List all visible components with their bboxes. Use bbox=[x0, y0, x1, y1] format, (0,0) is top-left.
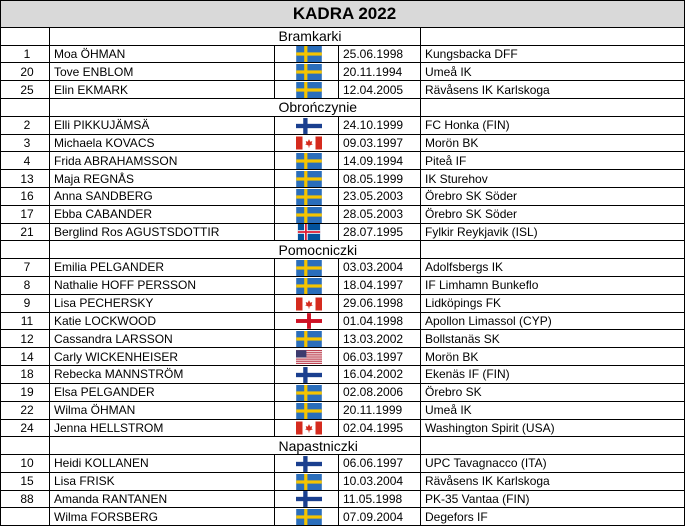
player-dob: 23.05.2003 bbox=[339, 187, 421, 205]
player-name: Moa ÖHMAN bbox=[50, 45, 275, 63]
player-number: 4 bbox=[1, 152, 50, 170]
player-number: 25 bbox=[1, 81, 50, 99]
player-club: Bollstanäs SK bbox=[421, 330, 685, 348]
sweden-flag-icon bbox=[296, 403, 322, 419]
player-name: Katie LOCKWOOD bbox=[50, 312, 275, 330]
nationality-cell bbox=[275, 81, 339, 99]
player-row bbox=[1, 81, 685, 99]
canada-flag-icon bbox=[296, 296, 322, 312]
player-dob: 18.04.1997 bbox=[339, 276, 421, 294]
player-club: IF Limhamn Bunkeflo bbox=[421, 276, 685, 294]
nationality-cell bbox=[275, 259, 339, 277]
player-dob: 29.06.1998 bbox=[339, 294, 421, 312]
nationality-cell bbox=[275, 454, 339, 472]
nationality-cell bbox=[275, 490, 339, 508]
player-row bbox=[1, 330, 685, 348]
player-dob: 06.06.1997 bbox=[339, 454, 421, 472]
player-club: Fylkir Reykjavik (ISL) bbox=[421, 223, 685, 241]
nationality-cell bbox=[275, 45, 339, 63]
section-spacer bbox=[1, 241, 50, 259]
player-name: Jenna HELLSTROM bbox=[50, 419, 275, 437]
player-number: 18 bbox=[1, 366, 50, 384]
player-name: Wilma ÖHMAN bbox=[50, 401, 275, 419]
player-club: Apollon Limassol (CYP) bbox=[421, 312, 685, 330]
player-dob: 25.06.1998 bbox=[339, 45, 421, 63]
player-name: Wilma FORSBERG bbox=[50, 508, 275, 526]
player-name: Nathalie HOFF PERSSON bbox=[50, 276, 275, 294]
england-flag-icon bbox=[296, 313, 322, 329]
player-row bbox=[1, 383, 685, 401]
player-number: 16 bbox=[1, 187, 50, 205]
player-club: Örebro SK bbox=[421, 383, 685, 401]
section-header-row bbox=[1, 28, 685, 46]
player-name: Lisa FRISK bbox=[50, 472, 275, 490]
finland-flag-icon bbox=[296, 367, 322, 383]
player-number: 12 bbox=[1, 330, 50, 348]
player-number: 21 bbox=[1, 223, 50, 241]
player-number: 22 bbox=[1, 401, 50, 419]
sweden-flag-icon bbox=[296, 82, 322, 98]
player-club: Degefors IF bbox=[421, 508, 685, 526]
player-row bbox=[1, 454, 685, 472]
player-row bbox=[1, 276, 685, 294]
player-dob: 03.03.2004 bbox=[339, 259, 421, 277]
player-dob: 13.03.2002 bbox=[339, 330, 421, 348]
player-number: 20 bbox=[1, 63, 50, 81]
nationality-cell bbox=[275, 276, 339, 294]
sweden-flag-icon bbox=[296, 260, 322, 276]
nationality-cell bbox=[275, 508, 339, 526]
player-dob: 10.03.2004 bbox=[339, 472, 421, 490]
player-name: Berglind Ros AGUSTSDOTTIR bbox=[50, 223, 275, 241]
player-number: 2 bbox=[1, 116, 50, 134]
section-spacer bbox=[50, 241, 275, 259]
iceland-flag-icon bbox=[296, 224, 322, 240]
player-name: Lisa PECHERSKY bbox=[50, 294, 275, 312]
player-row bbox=[1, 419, 685, 437]
player-dob: 14.09.1994 bbox=[339, 152, 421, 170]
nationality-cell bbox=[275, 223, 339, 241]
nationality-cell bbox=[275, 205, 339, 223]
sweden-flag-icon bbox=[296, 153, 322, 169]
player-number: 7 bbox=[1, 259, 50, 277]
nationality-cell bbox=[275, 312, 339, 330]
sweden-flag-icon bbox=[296, 207, 322, 223]
player-row bbox=[1, 294, 685, 312]
player-club: Kungsbacka DFF bbox=[421, 45, 685, 63]
player-name: Anna SANDBERG bbox=[50, 187, 275, 205]
player-club: UPC Tavagnacco (ITA) bbox=[421, 454, 685, 472]
sweden-flag-icon bbox=[296, 171, 322, 187]
player-row bbox=[1, 187, 685, 205]
player-number: 24 bbox=[1, 419, 50, 437]
player-dob: 01.04.1998 bbox=[339, 312, 421, 330]
player-dob: 12.04.2005 bbox=[339, 81, 421, 99]
section-spacer bbox=[421, 437, 685, 455]
player-dob: 07.09.2004 bbox=[339, 508, 421, 526]
nationality-cell bbox=[275, 366, 339, 384]
player-club: Ekenäs IF (FIN) bbox=[421, 366, 685, 384]
nationality-cell bbox=[275, 134, 339, 152]
player-dob: 02.04.1995 bbox=[339, 419, 421, 437]
player-row bbox=[1, 312, 685, 330]
roster-body bbox=[1, 1, 685, 526]
player-number: 88 bbox=[1, 490, 50, 508]
player-club: PK-35 Vantaa (FIN) bbox=[421, 490, 685, 508]
player-row bbox=[1, 366, 685, 384]
player-dob: 20.11.1999 bbox=[339, 401, 421, 419]
player-row bbox=[1, 63, 685, 81]
player-club: Umeå IK bbox=[421, 63, 685, 81]
player-club: Örebro SK Söder bbox=[421, 205, 685, 223]
player-row bbox=[1, 223, 685, 241]
player-number: 11 bbox=[1, 312, 50, 330]
nationality-cell bbox=[275, 419, 339, 437]
player-dob: 28.05.2003 bbox=[339, 205, 421, 223]
section-title: Bramkarki bbox=[275, 28, 339, 46]
player-club: Adolfsbergs IK bbox=[421, 259, 685, 277]
player-name: Elin EKMARK bbox=[50, 81, 275, 99]
nationality-cell bbox=[275, 63, 339, 81]
player-name: Emilia PELGANDER bbox=[50, 259, 275, 277]
player-name: Ebba CABANDER bbox=[50, 205, 275, 223]
finland-flag-icon bbox=[296, 456, 322, 472]
player-number: 15 bbox=[1, 472, 50, 490]
player-name: Amanda RANTANEN bbox=[50, 490, 275, 508]
player-row bbox=[1, 490, 685, 508]
player-name: Rebecka MANNSTRÖM bbox=[50, 366, 275, 384]
section-spacer bbox=[1, 28, 50, 46]
player-dob: 08.05.1999 bbox=[339, 170, 421, 188]
section-title: Napastniczki bbox=[275, 437, 339, 455]
player-name: Maja REGNÅS bbox=[50, 170, 275, 188]
player-dob: 02.08.2006 bbox=[339, 383, 421, 401]
player-number: 1 bbox=[1, 45, 50, 63]
sweden-flag-icon bbox=[296, 474, 322, 490]
finland-flag-icon bbox=[296, 118, 322, 134]
player-club: FC Honka (FIN) bbox=[421, 116, 685, 134]
canada-flag-icon bbox=[296, 420, 322, 436]
player-number bbox=[1, 508, 50, 526]
player-club: Piteå IF bbox=[421, 152, 685, 170]
player-row bbox=[1, 472, 685, 490]
nationality-cell bbox=[275, 348, 339, 366]
player-number: 10 bbox=[1, 454, 50, 472]
nationality-cell bbox=[275, 116, 339, 134]
player-name: Cassandra LARSSON bbox=[50, 330, 275, 348]
player-name: Tove ENBLOM bbox=[50, 63, 275, 81]
player-dob: 16.04.2002 bbox=[339, 366, 421, 384]
player-dob: 06.03.1997 bbox=[339, 348, 421, 366]
page-title: KADRA 2022 bbox=[1, 1, 685, 28]
player-row bbox=[1, 134, 685, 152]
section-spacer bbox=[1, 437, 50, 455]
section-spacer bbox=[339, 28, 421, 46]
nationality-cell bbox=[275, 472, 339, 490]
nationality-cell bbox=[275, 383, 339, 401]
canada-flag-icon bbox=[296, 135, 322, 151]
player-row bbox=[1, 401, 685, 419]
section-title: Obrończynie bbox=[275, 99, 339, 117]
title-row bbox=[1, 1, 685, 28]
player-club: Morön BK bbox=[421, 348, 685, 366]
sweden-flag-icon bbox=[296, 64, 322, 80]
player-name: Elsa PELGANDER bbox=[50, 383, 275, 401]
section-header-row bbox=[1, 99, 685, 117]
player-row bbox=[1, 170, 685, 188]
usa-flag-icon bbox=[296, 349, 322, 365]
nationality-cell bbox=[275, 170, 339, 188]
nationality-cell bbox=[275, 152, 339, 170]
player-number: 19 bbox=[1, 383, 50, 401]
player-name: Carly WICKENHEISER bbox=[50, 348, 275, 366]
player-dob: 28.07.1995 bbox=[339, 223, 421, 241]
player-number: 13 bbox=[1, 170, 50, 188]
player-name: Heidi KOLLANEN bbox=[50, 454, 275, 472]
section-header-row bbox=[1, 437, 685, 455]
section-spacer bbox=[50, 99, 275, 117]
nationality-cell bbox=[275, 401, 339, 419]
player-dob: 09.03.1997 bbox=[339, 134, 421, 152]
sweden-flag-icon bbox=[296, 189, 322, 205]
sweden-flag-icon bbox=[296, 509, 322, 525]
section-spacer bbox=[421, 99, 685, 117]
player-number: 3 bbox=[1, 134, 50, 152]
player-number: 17 bbox=[1, 205, 50, 223]
player-club: Lidköpings FK bbox=[421, 294, 685, 312]
player-name: Elli PIKKUJÄMSÄ bbox=[50, 116, 275, 134]
section-header-row bbox=[1, 241, 685, 259]
finland-flag-icon bbox=[296, 491, 322, 507]
section-spacer bbox=[421, 241, 685, 259]
player-club: Rävåsens IK Karlskoga bbox=[421, 472, 685, 490]
player-row bbox=[1, 116, 685, 134]
player-row bbox=[1, 508, 685, 526]
nationality-cell bbox=[275, 187, 339, 205]
player-row bbox=[1, 348, 685, 366]
section-spacer bbox=[1, 99, 50, 117]
player-number: 9 bbox=[1, 294, 50, 312]
nationality-cell bbox=[275, 294, 339, 312]
player-name: Frida ABRAHAMSSON bbox=[50, 152, 275, 170]
player-row bbox=[1, 45, 685, 63]
sweden-flag-icon bbox=[296, 278, 322, 294]
player-club: IK Sturehov bbox=[421, 170, 685, 188]
section-spacer bbox=[50, 28, 275, 46]
player-club: Örebro SK Söder bbox=[421, 187, 685, 205]
player-club: Morön BK bbox=[421, 134, 685, 152]
player-dob: 24.10.1999 bbox=[339, 116, 421, 134]
sweden-flag-icon bbox=[296, 331, 322, 347]
player-name: Michaela KOVACS bbox=[50, 134, 275, 152]
player-row bbox=[1, 152, 685, 170]
section-spacer bbox=[421, 28, 685, 46]
player-club: Rävåsens IK Karlskoga bbox=[421, 81, 685, 99]
player-row bbox=[1, 259, 685, 277]
player-number: 8 bbox=[1, 276, 50, 294]
nationality-cell bbox=[275, 330, 339, 348]
player-dob: 11.05.1998 bbox=[339, 490, 421, 508]
player-club: Umeå IK bbox=[421, 401, 685, 419]
sweden-flag-icon bbox=[296, 46, 322, 62]
section-title: Pomocniczki bbox=[275, 241, 339, 259]
player-dob: 20.11.1994 bbox=[339, 63, 421, 81]
sweden-flag-icon bbox=[296, 385, 322, 401]
player-row bbox=[1, 205, 685, 223]
player-number: 14 bbox=[1, 348, 50, 366]
player-club: Washington Spirit (USA) bbox=[421, 419, 685, 437]
section-spacer bbox=[50, 437, 275, 455]
